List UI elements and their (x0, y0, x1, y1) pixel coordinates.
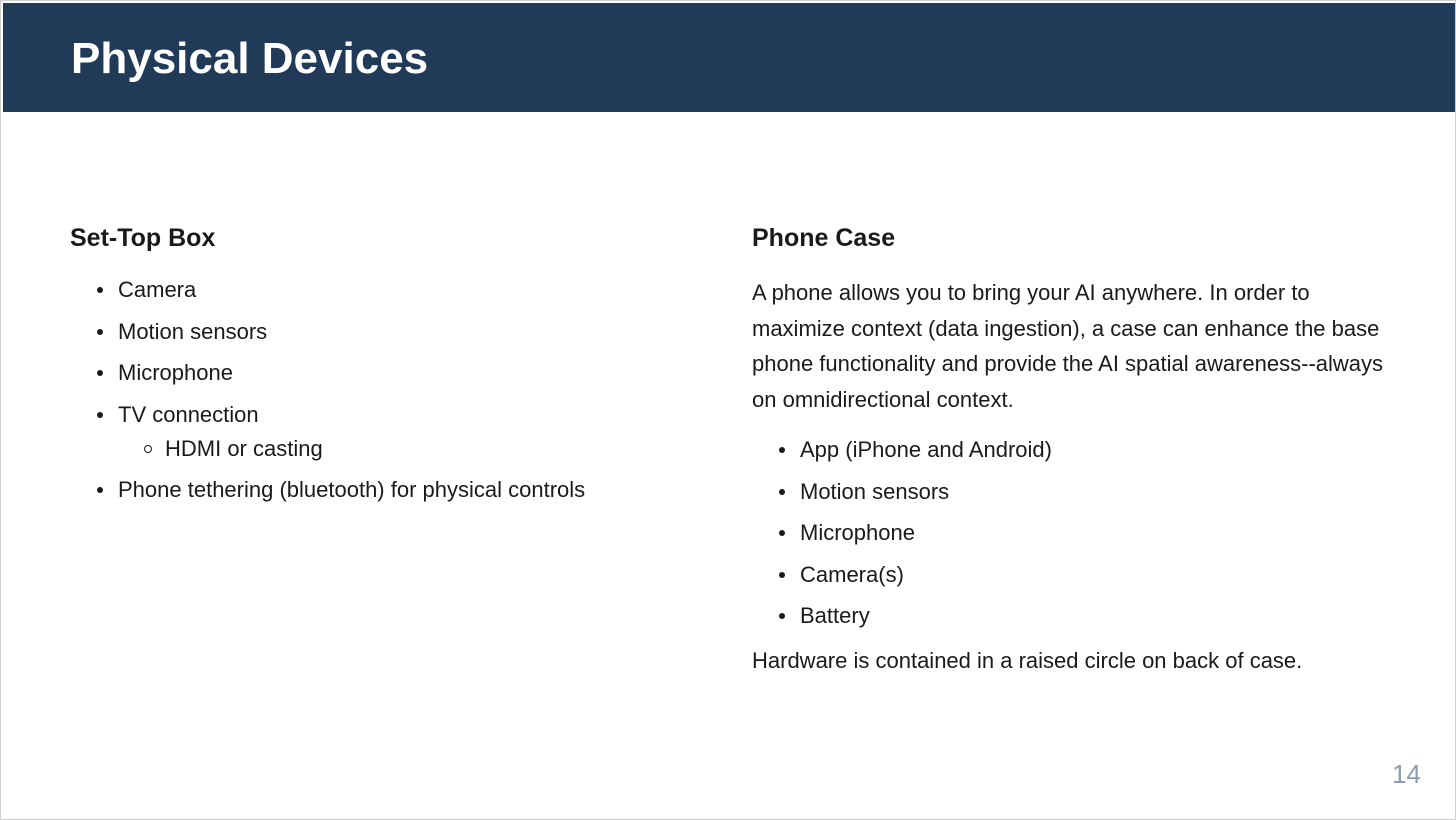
list-item (752, 560, 1392, 590)
list-item-label: Microphone (118, 360, 233, 385)
list-item-label: Motion sensors (118, 318, 268, 344)
left-column (70, 221, 690, 517)
list-item-label: TV connection (118, 401, 259, 427)
list-item (70, 475, 690, 505)
list-item (752, 477, 1392, 507)
list-item-label: Motion sensors (800, 478, 950, 504)
list-item (752, 518, 1392, 548)
list-item-label: Camera(s) (800, 561, 904, 587)
list-item-label: Battery (800, 603, 870, 628)
list-item (70, 317, 690, 347)
sub-list-item-label: HDMI or casting (165, 435, 323, 461)
list-item-label: Microphone (800, 520, 915, 545)
list-item (752, 601, 1392, 631)
title-bar (3, 3, 1455, 112)
slide-title: Physical Devices (71, 34, 429, 83)
phone-case-intro: A phone allows you to bring your AI anywhere. In order to maximize context (data ingestion), a case can enhance the base phone functionality and provide the AI spatial awareness--always on omnidirectional context. (752, 280, 1384, 412)
list-item-label: Camera (118, 277, 197, 302)
set-top-box-list (70, 275, 690, 505)
list-item-label: App (iPhone and Android) (800, 437, 1052, 462)
phone-case-list (752, 435, 1392, 631)
list-item (70, 275, 690, 305)
right-column (752, 221, 1392, 678)
phone-case-heading: Phone Case (752, 224, 896, 252)
list-item (752, 435, 1392, 465)
page-number: 14 (1392, 759, 1421, 789)
sub-list (118, 434, 690, 464)
list-item (70, 400, 690, 464)
set-top-box-heading: Set-Top Box (70, 224, 216, 252)
list-item-label: Phone tethering (bluetooth) for physical controls (118, 477, 586, 502)
phone-case-footer: Hardware is contained in a raised circle on back of case. (752, 647, 1303, 673)
sub-list-item (118, 434, 690, 464)
list-item (70, 358, 690, 388)
